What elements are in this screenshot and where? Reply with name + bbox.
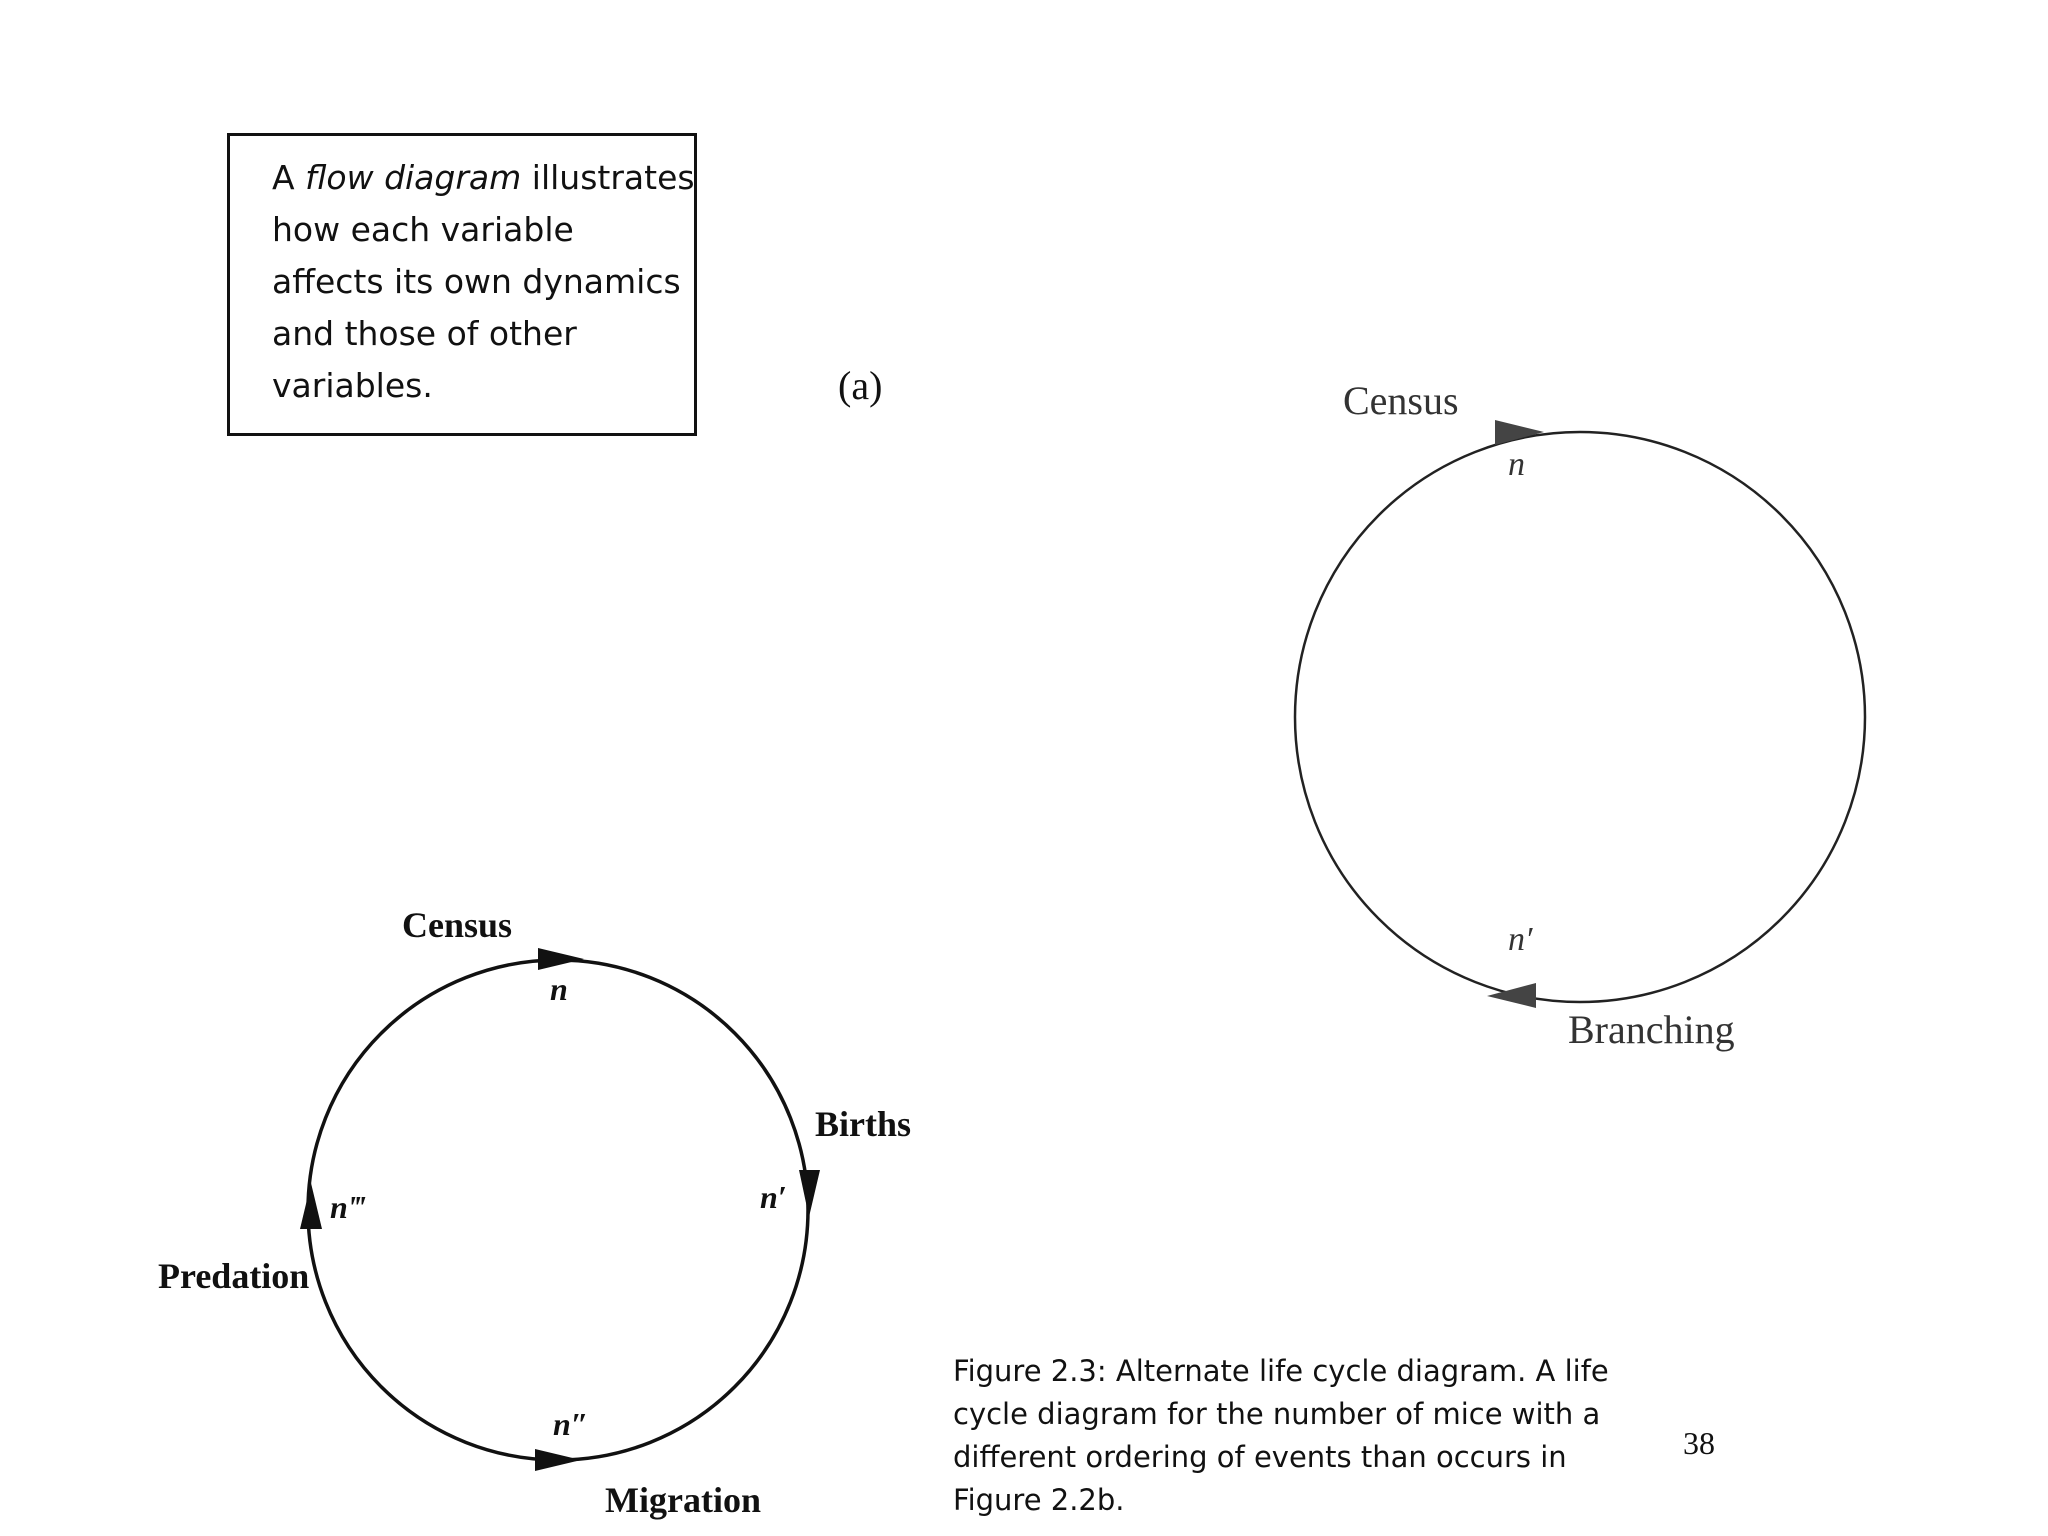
branching-arrow-b [1487, 983, 1536, 1008]
births-label-a: Births [815, 1104, 912, 1144]
census-arrow-a [538, 948, 584, 970]
census-label-a: Census [402, 905, 513, 945]
box-prefix: A [272, 158, 306, 197]
cycle-circle-b [1295, 432, 1865, 1002]
variable-n-label-a: n [550, 971, 568, 1007]
box-line-4: and those of other [272, 314, 577, 353]
migration-label-a: Migration [605, 1480, 761, 1520]
predation-arrow-a [300, 1183, 322, 1229]
box-line-3: affects its own dynamics [272, 262, 681, 301]
variable-n-prime-label-a: n′ [760, 1179, 787, 1215]
variable-n-label-b: n [1508, 446, 1525, 483]
variable-n-prime-label-b: n′ [1508, 921, 1533, 958]
cycle-circle-a [308, 960, 808, 1460]
caption-line-1: Figure 2.3: Alternate life cycle diagram. A life [953, 1354, 1609, 1388]
figure-caption [953, 1350, 1609, 1522]
box-line-5: variables. [272, 366, 433, 405]
box-italic-term: flow diagram [305, 158, 522, 197]
caption-line-4: Figure 2.2b. [953, 1483, 1125, 1517]
caption-line-2: cycle diagram for the number of mice with a [953, 1397, 1601, 1431]
four-stage-cycle-diagram [158, 905, 911, 1520]
two-stage-cycle-diagram [1295, 378, 1865, 1052]
page-number: 38 [1683, 1425, 1715, 1461]
variable-n-triple-prime-label-a: n‴ [330, 1189, 366, 1225]
branching-label-b: Branching [1568, 1007, 1735, 1052]
migration-arrow-a [535, 1449, 581, 1471]
caption-line-3: different ordering of events than occurs in [953, 1440, 1567, 1474]
panel-label: (a) [838, 363, 883, 408]
census-label-b: Census [1343, 378, 1459, 423]
predation-label-a: Predation [158, 1256, 310, 1296]
census-arrow-b [1495, 420, 1544, 445]
births-arrow-a [799, 1170, 820, 1217]
box-line-1-rest: illustrates [521, 158, 695, 197]
variable-n-double-prime-label-a: n″ [553, 1406, 589, 1442]
box-line-2: how each variable [272, 210, 574, 249]
